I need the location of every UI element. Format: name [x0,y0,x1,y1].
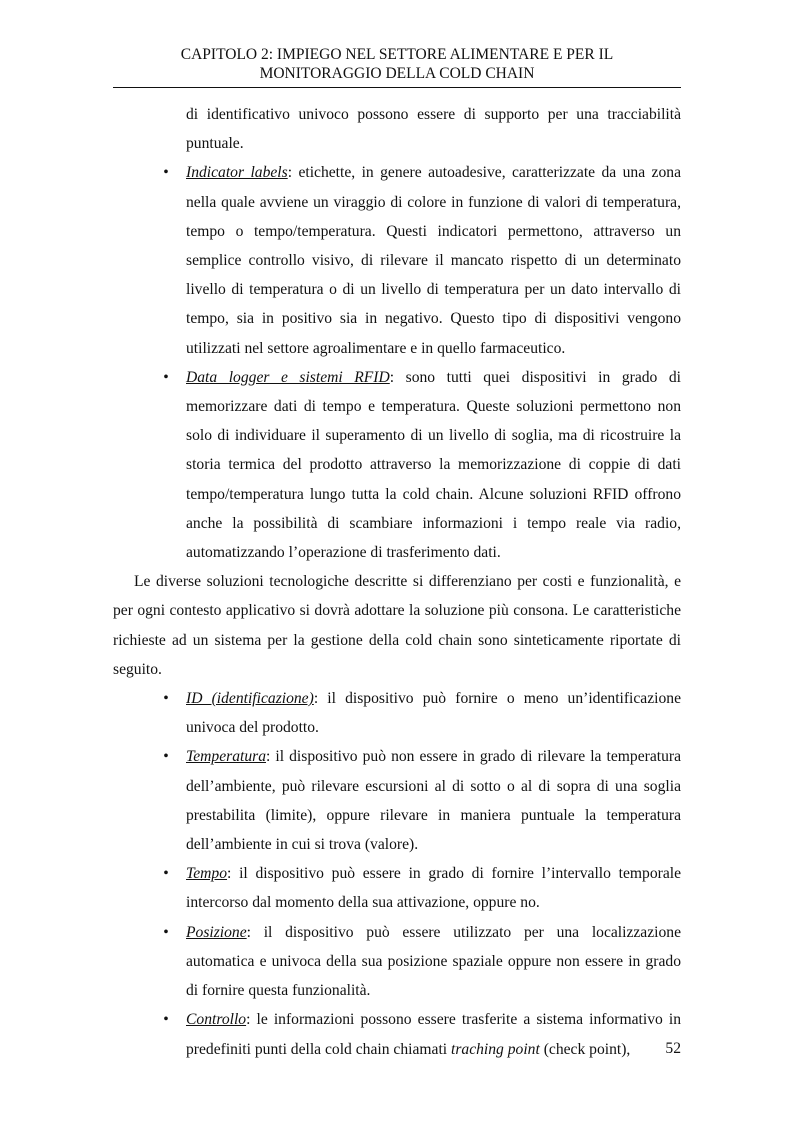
body-paragraph: Le diverse soluzioni tecnologiche descritte si differenziano per costi e funzionalità, e per ogni contesto applicativo si dovrà adottare la soluzione più consona. Le caratteristiche richieste ad un sistema per la gestione della cold chain sono sinteticamente riportate di seguito. [113,573,681,678]
bullet-icon: • [163,865,169,883]
item-italic-phrase: traching point [451,1040,540,1058]
item-text: le informazioni possono essere trasferite a sistema informativo in predefiniti punti della cold chain chiamati [186,1011,681,1058]
page-body [113,100,681,1064]
item-separator: : [313,690,319,708]
item-text: il dispositivo può essere in grado di fornire l’intervallo temporale intercorso dal momento della sua attivazione, oppure no. [186,865,681,912]
bullet-icon: • [163,923,169,941]
item-text-end: (check point), [539,1040,631,1058]
item-term: ID (identificazione) [186,690,314,708]
bullet-icon: • [163,690,169,708]
list-item [113,918,681,1006]
item-text: il dispositivo può non essere in grado di rilevare la temperatura dell’ambiente, può rilevare escursioni al di sotto o al di sopra di una soglia prestabilita (limite), oppure rilevare in maniera puntuale la temperatura dell’ambiente in cui si trova (valore). [186,748,681,854]
item-separator: : [266,748,271,766]
list-item [113,363,681,567]
bullet-icon: • [163,1011,169,1029]
item-term: Temperatura [186,748,267,766]
list-item [113,742,681,859]
item-separator: : [246,1011,251,1029]
bullet-icon: • [163,164,169,182]
item-separator: : [389,368,395,386]
item-text: il dispositivo può fornire o meno un’identificazione univoca del prodotto. [186,690,681,737]
item-text: etichette, in genere autoadesive, caratterizzate da una zona nella quale avviene un viraggio di colore in funzione di valori di temperatura, tempo o tempo/temperatura. Questi indicatori permettono, attraverso un semplice controllo visivo, di rilevare il mancato rispetto di un determinato livello di temperatura o di un livello di temperatura per un dato intervallo di tempo, sia in positivo sia in negativo. Questo tipo di dispositivi vengono utilizzati nel settore agroalimentare e in quello farmaceutico. [186,164,681,357]
list-item [113,684,681,742]
bullet-icon: • [163,368,169,386]
technology-list [113,158,681,567]
item-term: Tempo [186,865,228,883]
list-item [113,1005,681,1063]
item-separator: : [287,164,293,182]
item-text: sono tutti quei dispositivi in grado di memorizzare dati di tempo e temperatura. Queste soluzioni permettono non solo di individuare il superamento di un livello di soglia, ma di ricostruire la storia termica del prodotto attraverso la memorizzazione di coppie di dati tempo/temperatura lungo tutta la cold chain. Alcune soluzioni RFID offrono anche la possibilità di scambiare informazioni i tempo reale via radio, automatizzando l’operazione di trasferimento dati. [186,368,681,562]
item-text: il dispositivo può essere utilizzato per una localizzazione automatica e univoca della sua posizione spaziale oppure non essere in grado di fornire questa funzionalità. [186,923,681,1000]
continuation-text: di identificativo univoco possono essere di supporto per una tracciabilità puntuale. [186,106,681,153]
item-term: Indicator labels [186,164,288,182]
requirements-list [113,684,681,1064]
item-separator: : [227,865,232,883]
header-line-1: CAPITOLO 2: IMPIEGO NEL SETTORE ALIMENTARE E PER IL [180,46,614,63]
page-number: 52 [665,1040,681,1057]
running-header [113,45,681,83]
list-item [113,859,681,917]
item-separator: : [246,923,251,941]
item-term: Controllo [186,1011,247,1029]
header-rule [113,87,681,88]
list-item [113,158,681,362]
item-term: Posizione [186,923,247,941]
item-term: Data logger e sistemi RFID [186,368,390,386]
bullet-icon: • [163,748,169,766]
header-line-2: MONITORAGGIO DELLA COLD CHAIN [259,65,535,82]
